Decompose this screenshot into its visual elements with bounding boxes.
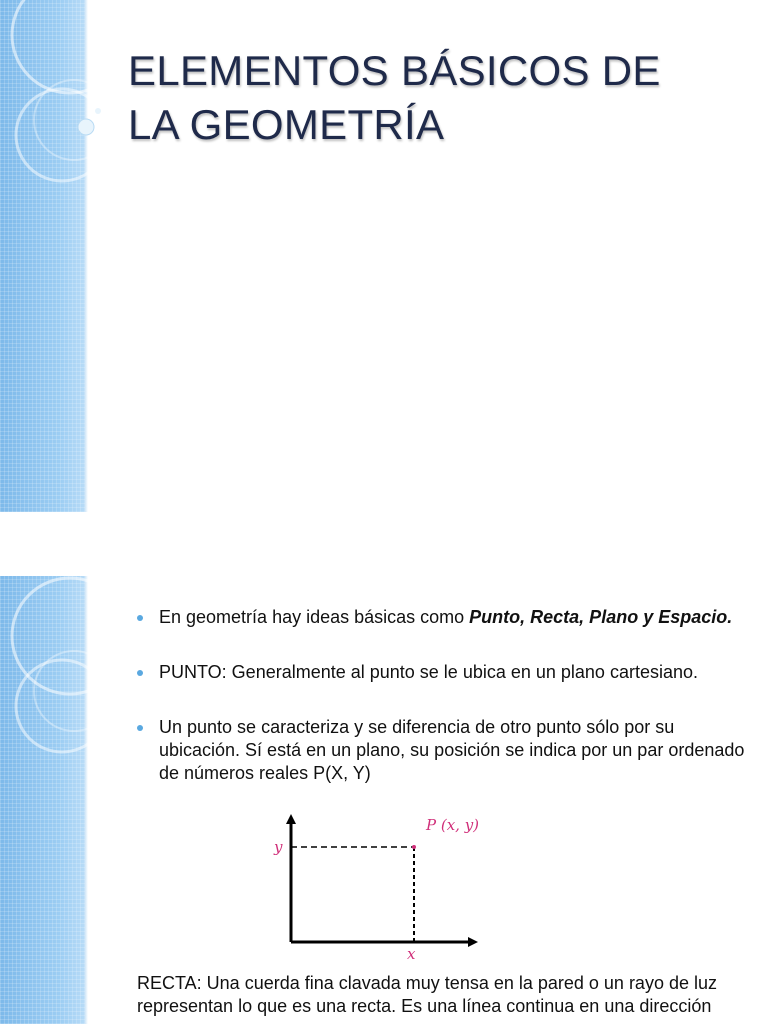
y-value-label: y: [274, 838, 283, 856]
bullet-item-punto: [137, 661, 747, 684]
bullet-text: Un punto se caracteriza y se diferencia de otro punto sólo por su ubicación. Sí está en un plano, su posición se indica por un par ordenado de números reales P(X, Y): [159, 717, 745, 783]
x-value-label: x: [407, 945, 416, 963]
point-marker: [412, 845, 416, 849]
slide-gap: [0, 512, 768, 576]
cartesian-point-diagram: [260, 812, 500, 962]
title-line-2: LA GEOMETRÍA: [128, 101, 445, 148]
page-title: [128, 44, 748, 152]
bullet-emphasis: Punto, Recta, Plano y Espacio.: [469, 607, 733, 627]
x-axis-arrow-icon: [468, 937, 478, 947]
slide-content: [0, 576, 768, 1024]
bullet-text: PUNTO: Generalmente al punto se le ubica en un plano cartesiano.: [159, 662, 698, 682]
bullet-item-ideas: [137, 606, 747, 629]
recta-paragraph: RECTA: Una cuerda fina clavada muy tensa en la pared o un rayo de luz representan lo que es una recta. Es una línea continua en una dirección: [137, 973, 717, 1016]
decorative-circles-icon: [0, 576, 140, 1024]
bullet-item-ubicacion: [137, 716, 747, 783]
title-line-1: ELEMENTOS BÁSICOS DE: [128, 47, 661, 94]
y-axis-arrow-icon: [286, 814, 296, 824]
point-label: P (x, y): [426, 816, 480, 834]
bullet-list: [137, 606, 747, 783]
decorative-circles-icon: [0, 0, 140, 512]
bullet-text: En geometría hay ideas básicas como: [159, 607, 470, 627]
